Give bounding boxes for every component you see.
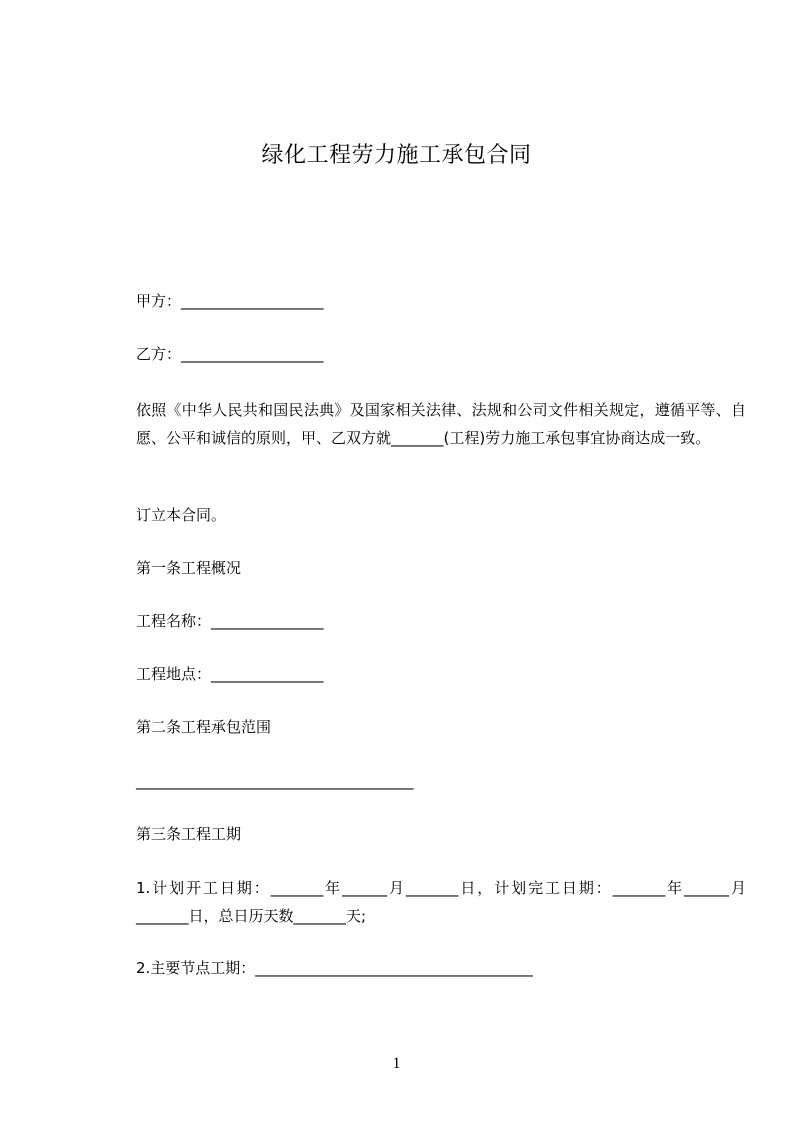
article-3-heading: 第三条工程工期 xyxy=(136,825,242,843)
schedule-item-2: 2.主要节点工期：_____________________________________ xyxy=(136,959,533,977)
party-a-line: 甲方：___________________ xyxy=(136,292,324,310)
article-2-heading: 第二条工程承包范围 xyxy=(136,718,272,736)
preamble-paragraph: 依照《中华人民共和国民法典》及国家相关法律、法规和公司文件相关规定，遵循平等、自愿、公平和诚信的原则，甲、乙双方就_______(工程)劳力施工承包事宜协商达成一致。 xyxy=(136,401,746,447)
page-number: 1 xyxy=(392,1055,401,1072)
project-name-line: 工程名称：_______________ xyxy=(136,612,324,630)
schedule-item-1: 1.计划开工日期：_______年______月_______日，计划完工日期：_______年______月_______日，总日历天数_______天; xyxy=(136,879,746,925)
party-b-line: 乙方：___________________ xyxy=(136,345,324,363)
project-location-line: 工程地点：_______________ xyxy=(136,665,324,683)
scope-blank-line: _____________________________________ xyxy=(136,772,414,790)
conclude-line: 订立本合同。 xyxy=(136,506,227,524)
contract-title: 绿化工程劳力施工承包合同 xyxy=(261,143,532,168)
article-1-heading: 第一条工程概况 xyxy=(136,559,242,577)
